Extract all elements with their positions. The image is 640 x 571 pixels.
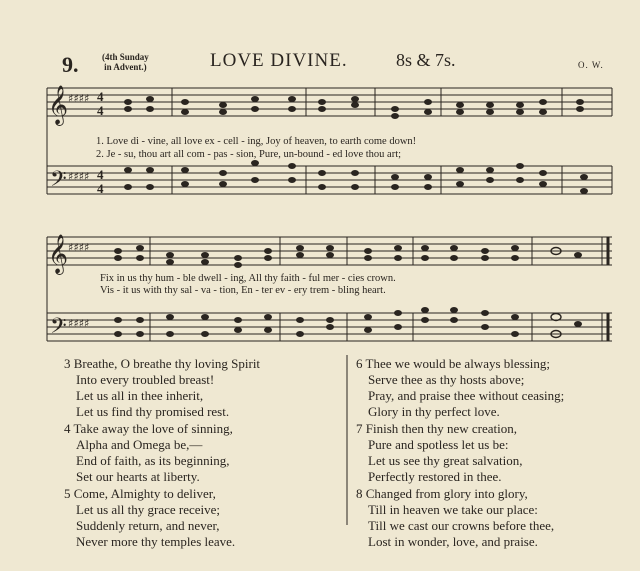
hymn-number: 9. (62, 52, 79, 77)
verses-left-column (64, 356, 260, 550)
verse-line: Suddenly return, and never, (76, 518, 220, 533)
time-sig-top: 4 (97, 89, 104, 104)
lyric-line-1: 1. Love di - vine, all love ex - cell - ing, Joy of heaven, to earth come down! (96, 136, 417, 147)
key-signature: ♯♯♯♯ (68, 317, 90, 330)
bass-clef-icon: 𝄢 (50, 314, 67, 344)
verse-line: Let us all in thee inherit, (76, 388, 204, 403)
verse-line: Till in heaven we take our place: (368, 502, 538, 517)
verse-6 (356, 356, 564, 420)
verse-line: Perfectly restored in thee. (368, 469, 502, 484)
treble-clef-icon: 𝄞 (48, 85, 69, 125)
verse-line: Glory in thy perfect love. (368, 404, 500, 419)
hymn-title: LOVE DIVINE. (210, 50, 348, 71)
notes (114, 96, 588, 338)
verse-line: Serve thee as thy hosts above; (368, 372, 525, 387)
lyric-line-2: 2. Je - su, thou art all com - pas - sion, Pure, un-bound - ed love thou art; (96, 149, 402, 160)
key-signature: ♯♯♯♯ (68, 170, 90, 183)
verse-line: Into every troubled breast! (76, 372, 215, 387)
verse-line: Pray, and praise thee without ceasing; (368, 388, 565, 403)
verse-line: Never more thy temples leave. (76, 534, 236, 549)
verse-line: 6 Thee we would be always blessing; (356, 356, 550, 371)
verse-line: Let us find thy promised rest. (76, 404, 230, 419)
key-signature: ♯♯♯♯ (68, 241, 90, 254)
verse-line: Let us see thy great salvation, (368, 453, 523, 468)
verse-line: 3 Breathe, O breathe thy loving Spirit (64, 356, 261, 371)
verse-8 (356, 486, 564, 550)
time-sig-bottom: 4 (97, 103, 104, 118)
verse-line: Pure and spotless let us be: (368, 437, 509, 452)
bass-clef-icon: 𝄢 (50, 167, 67, 197)
verse-line: 7 Finish then thy new creation, (356, 421, 518, 436)
verse-5 (64, 486, 260, 550)
key-signature: ♯♯♯♯ (68, 92, 90, 105)
verse-line: 5 Come, Almighty to deliver, (64, 486, 216, 501)
verse-line: Till we cast our crowns before thee, (368, 518, 555, 533)
verse-line: Lost in wonder, love, and praise. (368, 534, 538, 549)
time-sig-bottom: 4 (97, 181, 104, 196)
verse-7 (356, 421, 564, 485)
composer-initials: O. W. (578, 60, 604, 70)
verse-line: Alpha and Omega be,— (76, 437, 203, 452)
verse-line: End of faith, as its beginning, (76, 453, 230, 468)
lyric-line-3: Fix in us thy hum - ble dwell - ing, All thy faith - ful mer - cies crown. (100, 273, 396, 284)
verse-3 (64, 356, 260, 420)
verse-line: Let us all thy grace receive; (76, 502, 221, 517)
verse-line: 8 Changed from glory into glory, (356, 486, 528, 501)
verse-line: 4 Take away the love of sinning, (64, 421, 233, 436)
verses-right-column (356, 356, 564, 550)
time-sig-top: 4 (97, 167, 104, 182)
occasion-line-2: in Advent.) (104, 62, 147, 72)
hymn-meter: 8s & 7s. (396, 50, 456, 70)
treble-staff-2 (47, 237, 612, 265)
treble-clef-icon: 𝄞 (48, 234, 69, 274)
lyric-line-4: Vis - it us with thy sal - va - tion, En - ter ev - ery trem - bling heart. (100, 285, 386, 296)
verse-line: Set our hearts at liberty. (76, 469, 200, 484)
occasion-line-1: (4th Sunday (102, 52, 149, 62)
verse-4 (64, 421, 260, 485)
